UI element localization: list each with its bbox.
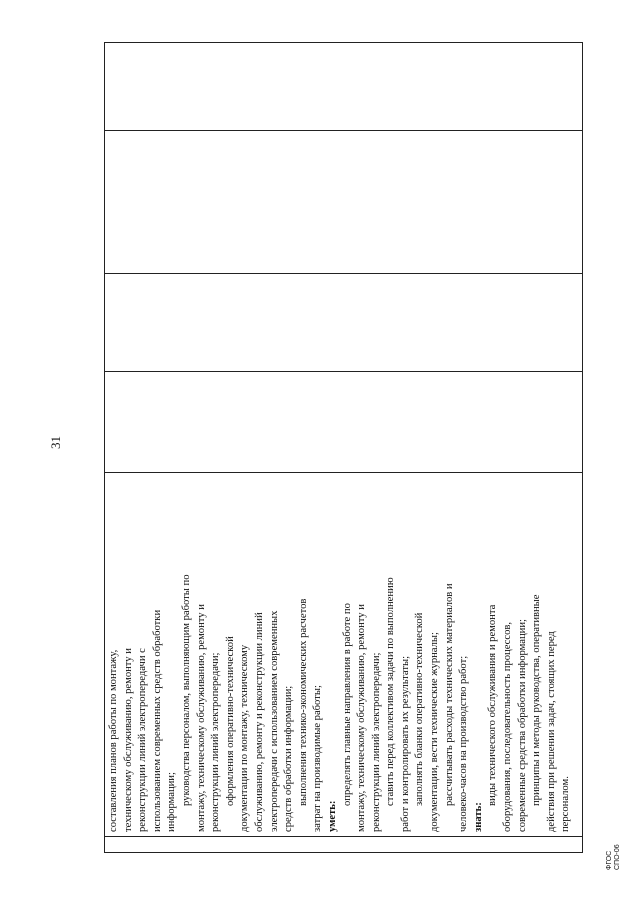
empty-cell — [105, 43, 583, 131]
text-line: использованием современных средств обработки — [151, 609, 163, 832]
text-line: документации, вести технические журналы; — [429, 632, 441, 832]
text-line: монтажу, техническому обслуживанию, ремонту и — [195, 604, 207, 832]
footer-code: ФГОС СПО-06 — [606, 844, 621, 870]
text-line: персоналом. — [560, 776, 572, 832]
empty-cell — [105, 131, 583, 274]
section-heading: знать: — [472, 802, 484, 832]
text-line: руководства персоналом, выполняющим работы по — [180, 574, 192, 806]
text-line: действия при решении задач, стоящих перед — [545, 631, 557, 832]
text-line: оборудования, последовательность процессов, — [502, 621, 514, 832]
text-line: человеко-часов на производство работ; — [458, 655, 470, 832]
text-line: электропередачи с использованием современных — [268, 610, 280, 832]
text-line: монтажу, техническому обслуживанию, ремонту и — [356, 604, 368, 832]
text-line: работ и контролировать их результаты; — [399, 655, 411, 832]
text-line: современные средства обработки информации; — [516, 619, 528, 832]
text-line: составления планов работы по монтажу, — [108, 649, 119, 832]
text-line: документации по монтажу, техническому — [239, 644, 251, 832]
text-line: ставить перед коллективом задачи по выполнению — [385, 577, 397, 806]
empty-cell — [105, 274, 583, 372]
empty-cell-index — [105, 837, 583, 853]
curriculum-table — [104, 42, 583, 853]
text-line: информации; — [166, 772, 178, 832]
text-line: принципы и методы руководства, оперативные — [531, 594, 543, 806]
text-line: выполнения технико-экономических расчетов — [297, 598, 309, 806]
competency-text-cell — [105, 473, 583, 837]
text-line: затрат на производимые работы; — [312, 685, 324, 832]
empty-cell — [105, 372, 583, 473]
text-line: техническому обслуживанию, ремонту и — [122, 648, 134, 832]
text-line: рассчитывать расходы технических материалов и — [443, 583, 455, 806]
section-heading: уметь: — [326, 800, 338, 832]
text-line: виды технического обслуживания и ремонта — [487, 604, 499, 806]
page-number: 31 — [48, 436, 63, 449]
text-line: обслуживанию, ремонту и реконструкции линий — [253, 612, 265, 832]
text-line: реконструкции линий электропередачи; — [370, 652, 382, 832]
text-line: оформления оперативно-технической — [224, 636, 236, 806]
text-line: реконструкции линий электропередачи; — [210, 652, 222, 832]
text-line: реконструкции линий электропередачи с — [137, 648, 149, 832]
table-row — [105, 43, 583, 853]
competency-text — [105, 473, 574, 836]
text-line: заполнять бланки оперативно-технической — [414, 612, 426, 806]
curriculum-table-wrapper — [104, 43, 583, 853]
text-line: средств обработки информации; — [283, 685, 295, 832]
text-line: определять главные направления в работе по — [341, 603, 353, 806]
